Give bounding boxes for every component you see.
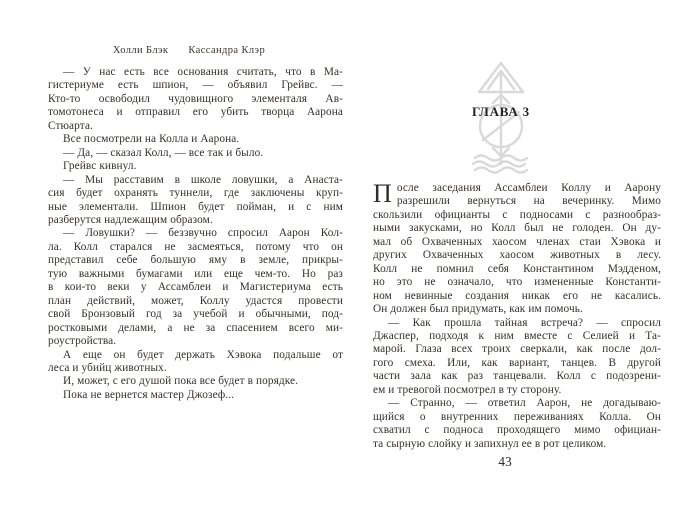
text-line: разберутся надлежащим образом. bbox=[48, 213, 213, 226]
text-line: скользили официанты с подносами с разнообраз- bbox=[373, 208, 661, 221]
text-line: других Охваченных хаосом животных в лесу. bbox=[373, 249, 661, 262]
page-number: 43 bbox=[498, 454, 512, 469]
text-line: Колл не помнил себя Константином Мэдденом, bbox=[373, 262, 661, 275]
text-line: но это не означало, что измененные Константи- bbox=[373, 276, 661, 289]
text-line: разрешили вернуться на вечеринку. Мимо bbox=[396, 195, 661, 208]
paragraph bbox=[373, 397, 661, 451]
text-line: Кто-то освободил чудовищного элементаля Ав- bbox=[48, 92, 343, 105]
text-line: Он должен был придумать, как им помочь. bbox=[373, 303, 583, 316]
text-line: леса и убийц животных. bbox=[48, 361, 167, 374]
text-line: сия будет охранять туннели, где заключены круп- bbox=[48, 187, 343, 200]
paragraph bbox=[48, 389, 343, 402]
paragraph bbox=[48, 160, 343, 173]
text-line: ем и тревогой посмотрел в ту сторону. bbox=[373, 383, 562, 396]
text-line: осле заседания Ассамблеи Коллу и Аарону bbox=[396, 182, 661, 194]
running-header-author-left: Холли Блэк bbox=[112, 45, 169, 56]
text-line: — Как прошла тайная встреча? — спросил bbox=[388, 316, 661, 329]
paragraph bbox=[48, 147, 343, 160]
text-line: Грейвс кивнул. bbox=[63, 160, 137, 173]
right-page-text bbox=[373, 179, 661, 451]
text-line: А еще он будет держать Хэвока подальше от bbox=[63, 348, 343, 361]
text-line: И, может, с его душой пока все будет в порядке. bbox=[63, 375, 299, 388]
text-line: ными закусками, но Колл был не голоден. Он ду- bbox=[373, 222, 661, 235]
text-line: Стюарта. bbox=[48, 119, 93, 132]
paragraph bbox=[48, 375, 343, 388]
text-line: — У нас есть все основания считать, что в Ма- bbox=[63, 66, 343, 78]
text-line: ростковыми делами, а не за спасением всего ми- bbox=[48, 321, 343, 334]
paragraph bbox=[48, 133, 343, 146]
text-line: роустройства. bbox=[48, 335, 117, 348]
chapter-head bbox=[373, 0, 629, 180]
text-line: томотонеса и отправил его убить творца Аарона bbox=[48, 106, 343, 119]
right-page bbox=[373, 0, 661, 518]
text-line: ные элементали. Шпион будет пойман, и с ним bbox=[48, 200, 343, 213]
running-header bbox=[48, 45, 330, 56]
text-line: представил себе большую яму в земле, прикры- bbox=[48, 254, 343, 267]
paragraph bbox=[48, 174, 343, 228]
left-page-text bbox=[48, 66, 343, 402]
paragraph bbox=[48, 227, 343, 348]
text-line: гого смеха. Или, как вариант, танцев. В другой bbox=[373, 356, 661, 369]
text-line: Все посмотрели на Колла и Аарона. bbox=[63, 133, 240, 146]
paragraph bbox=[373, 317, 661, 398]
text-line: марой. Глаза всех троих сверкали, как после дол- bbox=[373, 343, 661, 356]
text-line: схватил с подноса проходящего мимо официан- bbox=[373, 424, 661, 437]
text-line: ном невинные создания никак его не касались. bbox=[373, 289, 661, 302]
paragraph bbox=[373, 179, 661, 317]
text-line: в кои-то веки у Ассамблеи и Магистериума есть bbox=[48, 281, 343, 294]
text-line: части зала как раз танцевали. Колл с подозрени- bbox=[373, 370, 661, 383]
text-line: — Ловушки? — беззвучно спросил Аарон Кол- bbox=[63, 227, 343, 240]
text-line: та сырную слойку и запихнул ее в рот целиком. bbox=[373, 437, 607, 450]
paragraph bbox=[48, 66, 343, 133]
text-line: — Мы расставим в школе ловушки, а Анаста- bbox=[63, 173, 343, 186]
text-line: — Да, — сказал Колл, — все так и было. bbox=[63, 146, 264, 159]
chapter-title: ГЛАВА 3 bbox=[472, 104, 530, 119]
left-page bbox=[48, 0, 343, 518]
text-line: свой Бронзовый год за учебой и обычными, под- bbox=[48, 308, 343, 321]
text-line: Пока не вернется мастер Джозеф... bbox=[63, 388, 235, 401]
text-line: мал об Охваченных хаосом членах стаи Хэвока и bbox=[373, 235, 661, 248]
text-line: ла. Колл старался не засмеяться, потому что он bbox=[48, 240, 343, 253]
text-line: щийся о внутренних переживаниях Колла. Он bbox=[373, 410, 661, 423]
running-header-author-right: Кассандра Клэр bbox=[188, 45, 266, 56]
text-line: Джаспер, подходя к ним вместе с Селией и Та- bbox=[373, 329, 661, 342]
drop-cap: П bbox=[373, 179, 392, 208]
text-line: — Странно, — ответил Аарон, не догадываю- bbox=[388, 397, 661, 410]
text-line: гистериуме есть шпион, — объявил Грейвс. — bbox=[48, 79, 343, 92]
paragraph bbox=[48, 349, 343, 376]
text-line: тую важными бумагами или еще чем-то. Но раз bbox=[48, 267, 343, 280]
text-line: план действий, может, Коллу удастся провести bbox=[48, 294, 343, 307]
